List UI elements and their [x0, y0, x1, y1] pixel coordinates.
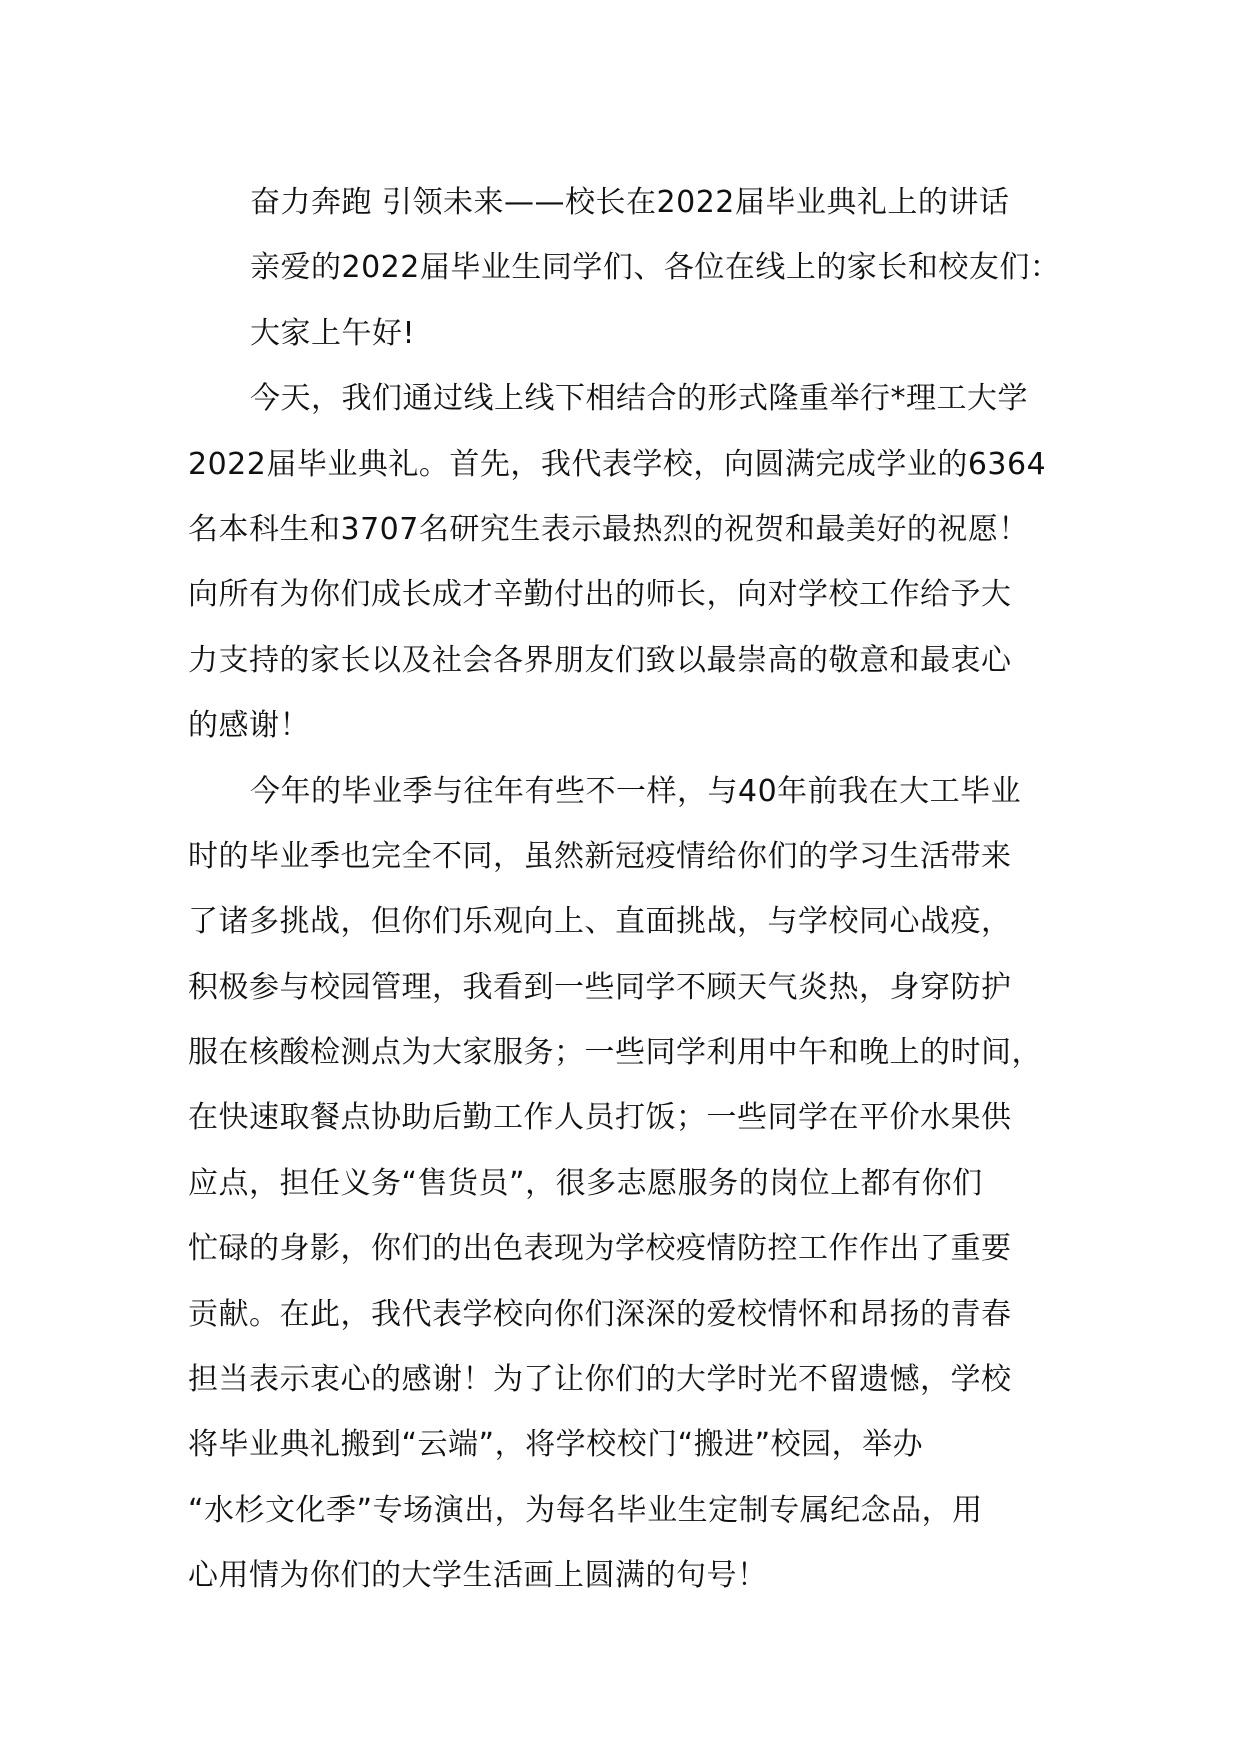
speech-title: 奋力奔跑 引领未来——校长在2022届毕业典礼上的讲话 — [250, 185, 1010, 220]
paragraph-2 — [188, 759, 1068, 1609]
paragraph-1 — [188, 366, 1068, 758]
paragraph-line: 的感谢！ — [188, 708, 310, 744]
paragraph-line: 积极参与校园管理，我看到一些同学不顾天气炎热，身穿防护 — [188, 969, 1012, 1005]
paragraph-line: 名本科生和3707名研究生表示最热烈的祝贺和最美好的祝愿！ — [188, 511, 1029, 547]
paragraph-line: 力支持的家长以及社会各界朋友们致以最崇高的敬意和最衷心 — [188, 642, 1012, 678]
paragraph-line: 服在核酸检测点为大家服务；一些同学利用中午和晚上的时间， — [188, 1035, 1042, 1071]
paragraph-line: 在快速取餐点协助后勤工作人员打饭；一些同学在平价水果供 — [188, 1100, 1012, 1136]
paragraph-line: 担当表示衷心的感谢！为了让你们的大学时光不留遗憾，学校 — [188, 1362, 1012, 1398]
paragraph-line: 贡献。在此，我代表学校向你们深深的爱校情怀和昂扬的青春 — [188, 1296, 1012, 1332]
paragraph-line: 今年的毕业季与往年有些不一样，与40年前我在大工毕业 — [250, 773, 1022, 809]
paragraph-line: “水杉文化季”专场演出，为每名毕业生定制专属纪念品，用 — [188, 1492, 983, 1528]
greeting: 大家上午好! — [250, 315, 416, 351]
paragraph-line: 2022届毕业典礼。首先，我代表学校，向圆满完成学业的6364 — [188, 446, 1047, 482]
paragraph-line: 应点，担任义务“售货员”，很多志愿服务的岗位上都有你们 — [188, 1165, 983, 1201]
paragraph-line: 心用情为你们的大学生活画上圆满的句号！ — [188, 1558, 768, 1594]
salutation: 亲爱的2022届毕业生同学们、各位在线上的家长和校友们： — [250, 250, 1061, 286]
speech-text — [188, 170, 1068, 1609]
paragraph-line: 了诸多挑战，但你们乐观向上、直面挑战，与学校同心战疫， — [188, 904, 1012, 940]
paragraph-line: 时的毕业季也完全不同，虽然新冠疫情给你们的学习生活带来 — [188, 838, 1012, 874]
paragraph-line: 今天，我们通过线上线下相结合的形式隆重举行*理工大学 — [250, 381, 1028, 417]
paragraph-line: 向所有为你们成长成才辛勤付出的师长，向对学校工作给予大 — [188, 577, 1012, 613]
paragraph-line: 将毕业典礼搬到“云端”，将学校校门“搬进”校园，举办 — [188, 1427, 924, 1463]
paragraph-line: 忙碌的身影，你们的出色表现为学校疫情防控工作作出了重要 — [188, 1231, 1012, 1267]
